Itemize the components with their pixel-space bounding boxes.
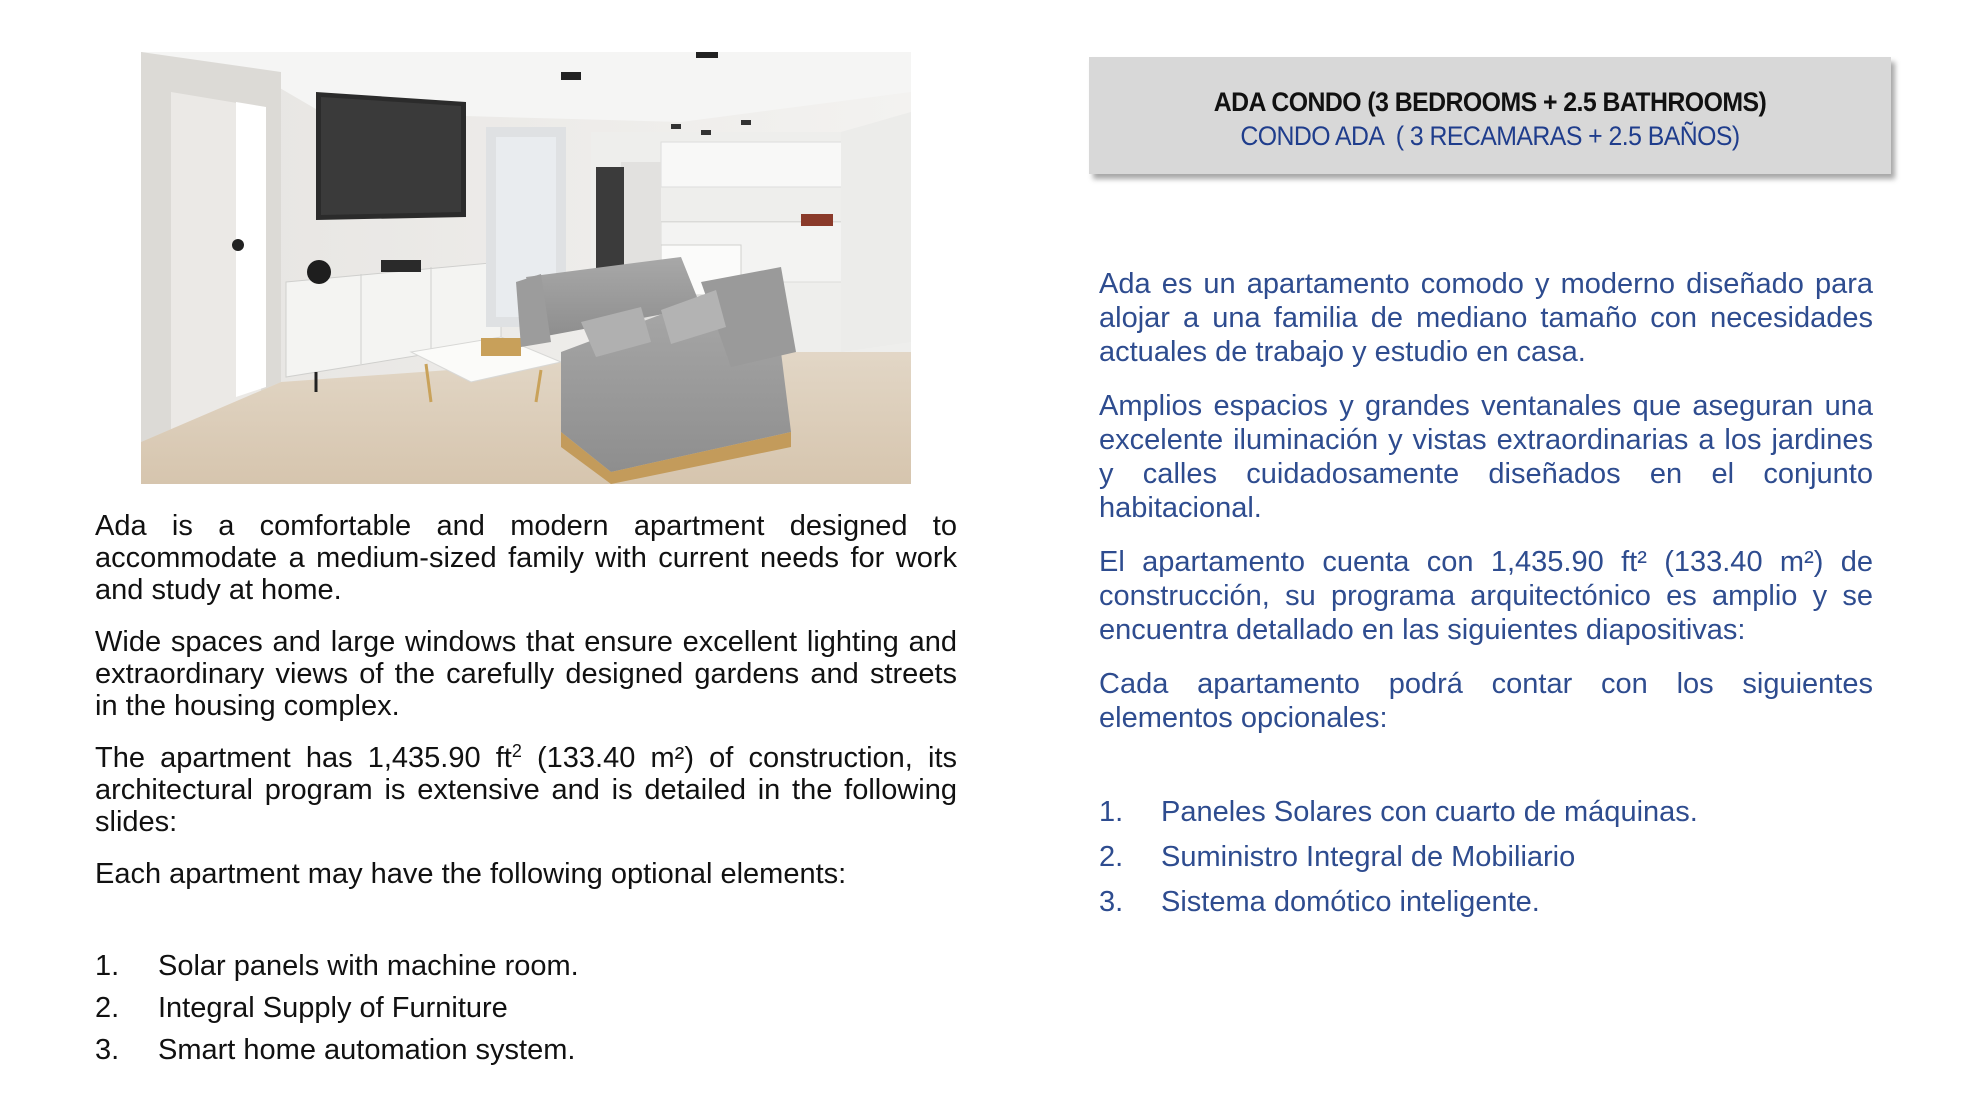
english-description	[95, 510, 957, 890]
list-item-number: 2.	[1099, 841, 1124, 873]
living-room-render	[141, 52, 911, 484]
list-item-text: Paneles Solares con cuarto de máquinas.	[1161, 796, 1698, 828]
title-spanish: CONDO ADA ( 3 RECAMARAS + 2.5 BAÑOS)	[1240, 121, 1740, 151]
list-item	[95, 1034, 579, 1076]
spanish-paragraph-2: Amplios espacios y grandes ventanales que aseguran una excelente iluminación y vistas extraordinarias a los jardines y calles cuidadosamente diseñados en el conjunto habitacional.	[1099, 390, 1873, 524]
list-item-number: 1.	[95, 950, 120, 982]
list-item	[95, 950, 579, 992]
english-paragraph-2: Wide spaces and large windows that ensure excellent lighting and extraordinary views of the carefully designed gardens and streets in the housing complex.	[95, 626, 957, 722]
spanish-paragraph-1: Ada es un apartamento comodo y moderno diseñado para alojar a una familia de mediano tamaño con necesidades actuales de trabajo y estudio en casa.	[1099, 268, 1873, 368]
english-paragraph-3	[95, 742, 957, 838]
living-room-photo	[141, 52, 911, 484]
title-english: ADA CONDO (3 BEDROOMS + 2.5 BATHROOMS)	[1213, 87, 1767, 117]
spanish-paragraph-4: Cada apartamento podrá contar con los siguientes elementos opcionales:	[1099, 668, 1873, 734]
list-item-number: 1.	[1099, 796, 1124, 828]
list-item	[1099, 886, 1698, 931]
list-item-text: Solar panels with machine room.	[158, 950, 579, 982]
list-item-text: Integral Supply of Furniture	[158, 992, 508, 1024]
english-paragraph-1: Ada is a comfortable and modern apartment designed to accommodate a medium-sized family with current needs for work and study at home.	[95, 510, 957, 606]
list-item	[95, 992, 579, 1034]
list-item-text: Smart home automation system.	[158, 1034, 576, 1066]
list-item	[1099, 841, 1698, 886]
list-item-number: 3.	[95, 1034, 120, 1066]
list-item-text: Sistema domótico inteligente.	[1161, 886, 1540, 918]
spanish-options-list	[1099, 796, 1698, 931]
english-paragraph-3-start: The apartment has 1,435.90 ft	[95, 742, 512, 774]
spanish-paragraph-3: El apartamento cuenta con 1,435.90 ft² (133.40 m²) de construcción, su programa arquitectónico es amplio y se encuentra detallado en las siguientes diapositivas:	[1099, 546, 1873, 646]
list-item-text: Suministro Integral de Mobiliario	[1161, 841, 1576, 873]
english-superscript: 2	[511, 741, 522, 761]
spanish-description	[1099, 267, 1873, 755]
title-box	[1089, 57, 1891, 174]
list-item	[1099, 796, 1698, 841]
list-item-number: 3.	[1099, 886, 1124, 918]
list-item-number: 2.	[95, 992, 120, 1024]
english-paragraph-3-end: (133.40 m²) of construction, its architectural program is extensive and is detailed in the following slides:	[95, 742, 957, 838]
english-options-list	[95, 950, 579, 1076]
english-paragraph-4: Each apartment may have the following optional elements:	[95, 858, 847, 890]
